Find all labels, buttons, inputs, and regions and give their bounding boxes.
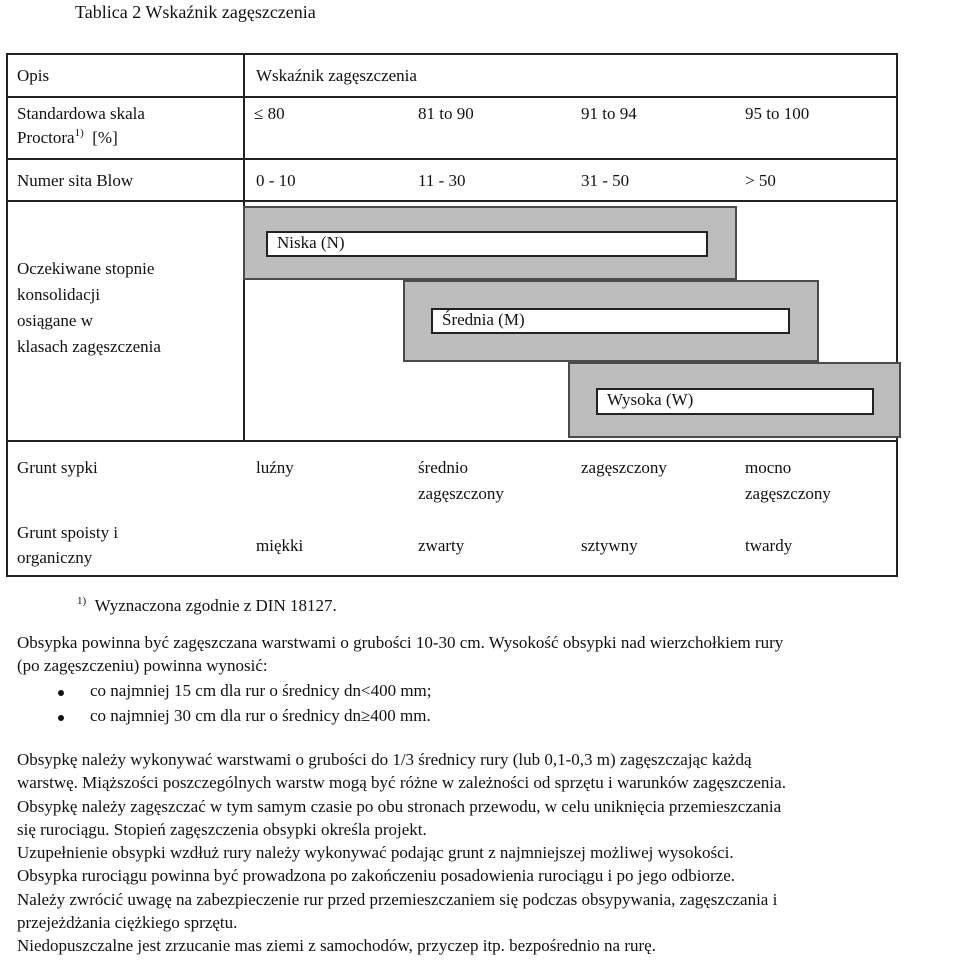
oczekiwane-label: Oczekiwane stopnie [17, 259, 155, 278]
table-rule [8, 440, 896, 442]
text-line: Obsypka rurociągu powinna być prowadzona po zakończeniu posadowienia rurociągu i po jego odbiorze. [17, 866, 736, 886]
proctor-value: 81 to 90 [418, 104, 474, 123]
proctor-name: Proctora [17, 128, 75, 147]
spoisty-value: twardy [745, 536, 793, 555]
footnote-mark: 1) [77, 595, 87, 607]
proctor-value: 95 to 100 [745, 104, 810, 123]
spoisty-value: miękki [256, 536, 304, 555]
spoisty-value: zwarty [418, 536, 465, 555]
text-line: Obsypka powinna być zagęszczana warstwami o grubości 10-30 cm. Wysokość obsypki nad wierzchołkiem rury [17, 633, 784, 652]
text-line: warstwę. Miąższości poszczególnych warstw mogą być różne w zależności od sprzętu i warunków zagęszczenia. [17, 773, 786, 793]
level-wysoka: Wysoka (W) [596, 388, 874, 415]
spoisty-label: Grunt spoisty i [17, 523, 119, 542]
sita-value: 31 - 50 [581, 171, 630, 190]
sypki-value: luźny [256, 458, 294, 477]
sita-value: > 50 [745, 171, 776, 190]
header-wskaznik: Wskaźnik zagęszczenia [256, 66, 417, 85]
text-line: się rurociągu. Stopień zagęszczenia obsypki określa projekt. [17, 819, 427, 839]
proctor-value: ≤ 80 [254, 104, 285, 123]
text-line: Niedopuszczalne jest zrzucanie mas ziemi z samochodów, przyczep itp. bezpośrednio na rurę. [17, 936, 656, 956]
text-line: przejeżdżania ciężkiego sprzętu. [17, 913, 238, 933]
text-line: Należy zwrócić uwagę na zabezpieczenie rur przed przemieszczaniem się podczas obsypywania, zagęszczania i [17, 889, 778, 909]
oczekiwane-label: osiągane w [17, 311, 94, 330]
sita-label: Numer sita Blow [17, 171, 134, 190]
level-niska: Niska (N) [266, 231, 708, 257]
paragraph-zagęszczanie [17, 748, 957, 958]
sita-value: 11 - 30 [418, 171, 466, 190]
oczekiwane-label: klasach zagęszczenia [17, 337, 161, 356]
table-rule [8, 158, 896, 160]
bullet-item: co najmniej 30 cm dla rur o średnicy dn≥400 mm. [90, 706, 431, 725]
footnote [77, 594, 337, 620]
text-line: (po zagęszczeniu) powinna wynosić: [17, 656, 268, 676]
table-caption: Tablica 2 Wskaźnik zagęszczenia [75, 2, 316, 22]
text-line: Uzupełnienie obsypki wzdłuż rury należy wykonywać podając grunt z najmniejszej możliwej wysokości. [17, 843, 734, 863]
sypki-label: Grunt sypki [17, 458, 98, 477]
sypki-value: mocno [745, 458, 792, 477]
proctor-label: Standardowa skala [17, 104, 145, 123]
bullet-dot [58, 690, 64, 696]
bullet-item: co najmniej 15 cm dla rur o średnicy dn<400 mm; [90, 681, 432, 700]
sita-value: 0 - 10 [256, 171, 296, 190]
sypki-value: zagęszczony [745, 484, 831, 503]
sypki-value: średnio [418, 458, 469, 477]
text-line: Obsypkę należy zagęszczać w tym samym czasie po obu stronach przewodu, w celu uniknięcia przemieszczania [17, 796, 782, 816]
proctor-label-2 [17, 126, 118, 152]
oczekiwane-label: konsolidacji [17, 285, 101, 304]
spoisty-value: sztywny [581, 536, 638, 555]
table-rule [8, 200, 896, 202]
text-line: Obsypkę należy wykonywać warstwami o grubości do 1/3 średnicy rury (lub 0,1-0,3 m) zagęszczając każdą [17, 750, 752, 769]
paragraph-obsypka [17, 631, 957, 678]
header-opis: Opis [17, 66, 50, 85]
proctor-value: 91 to 94 [581, 104, 637, 123]
sypki-value: zagęszczony [418, 484, 504, 503]
footnote-ref: 1) [74, 127, 84, 139]
footnote-text: Wyznaczona zgodnie z DIN 18127. [94, 596, 337, 615]
bullet-dot [58, 715, 64, 721]
spoisty-label: organiczny [17, 548, 93, 567]
proctor-unit: [%] [92, 128, 118, 147]
sypki-value: zagęszczony [581, 458, 667, 477]
level-srednia: Średnia (M) [431, 308, 790, 334]
table-rule [8, 96, 896, 98]
